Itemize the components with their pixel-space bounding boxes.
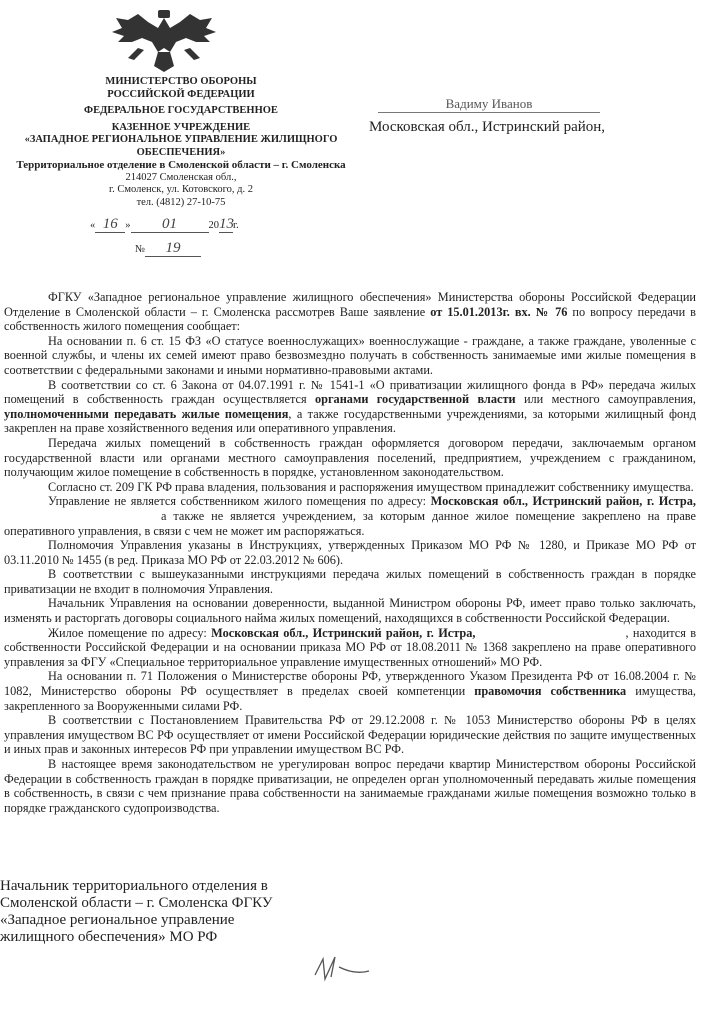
text: Передача жилых помещений в собственность граждан оформляется договором передачи, заключаемым органом государственной власти или органами местного самоуправления поселений, предприятием, учреждением с гражданином, получающим жилое помещение в собственность в порядке, установленном законодательством. — [4, 435, 696, 480]
date-year-prefix: 20 — [208, 220, 219, 231]
letter-date: « 16 » 01 2013г. — [90, 216, 239, 232]
signatory-title: Начальник территориального отделения в — [0, 878, 268, 894]
letterhead — [0, 76, 362, 209]
text: имущества, закрепленного за Вооруженными силами РФ. — [4, 684, 697, 713]
text: ФГКУ «Западное региональное управление жилищного обеспечения» Министерства обороны Российской Федерации Отделение в Смоленской области – г. Смоленска рассмотрев Ваше заявление — [4, 290, 696, 319]
text: В соответствии со ст. 6 Закона от 04.07.1991 г. № 1541-1 «О приватизации жилищного фонда в РФ» передача жилых помещений в собственность граждан осуществляется — [4, 377, 696, 407]
ministry-name: МИНИСТЕРСТВО ОБОРОНЫ — [105, 76, 257, 87]
text: , находится в собственности Российской Федерации и на основании приказа МО РФ от 18.08.2011 № 1368 закреплено на праве оперативного управления за ФГУ «Специальное территориальное управление имущественных отношений» МО РФ. — [4, 625, 696, 669]
phone: тел. (4812) 27-10-75 — [136, 196, 226, 208]
bold-text: от 15.01.2013г. вх. № 76 — [430, 304, 568, 319]
bold-text: органами государственной власти — [314, 392, 516, 407]
letter-number — [135, 240, 201, 258]
paragraph — [4, 436, 696, 480]
paragraph — [4, 480, 696, 495]
bold-text: правомочия собственника — [474, 684, 627, 699]
handwritten-signature — [305, 945, 375, 995]
territorial-office: Территориальное отделение в Смоленской области – г. Смоленска — [16, 159, 346, 171]
number-value: 19 — [145, 240, 201, 257]
double-headed-eagle-emblem — [108, 8, 220, 74]
bold-text: Московская обл., Истринский район, г. Истра, — [430, 494, 696, 509]
text: На основании п. 6 ст. 15 ФЗ «О статусе военнослужащих» военнослужащие - граждане, а также граждане, уволенные с военной службы, и члены их семей имеют право безвозмездно получать в собственность занимаемые ими жилые помещения в соответствии с федеральными законами и иными нормативно-правовыми актами. — [4, 333, 696, 377]
text: Управление не является собственником жилого помещения по адресу: — [48, 494, 431, 509]
paragraph — [4, 334, 696, 378]
paragraph — [4, 567, 696, 596]
paragraph — [4, 757, 696, 815]
text: В соответствии с вышеуказанными инструкциями передача жилых помещений в собственность граждан в порядке приватизации не входит в полномочия Управления. — [4, 567, 696, 596]
text: Согласно ст. 209 ГК РФ права владения, пользования и распоряжения имуществом принадлежит собственнику имущества. — [48, 479, 694, 494]
text: по вопросу передачи в собственность жилого помещения сообщает: — [4, 304, 696, 334]
text: В настоящее время законодательством не урегулирован вопрос передачи квартир Министерством обороны Российской Федерации в собственность граждан в порядке приватизации, не определен орган уполномоченный передавать жилые помещения в собственность, в связи с чем признание права собственности на занимаемые гражданами жилые помещения возможно только в порядке гражданского судопроизводства. — [4, 757, 696, 815]
bold-text: уполномоченными передавать жилые помещения — [4, 406, 289, 421]
org-name-2: ОБЕСПЕЧЕНИЯ» — [136, 146, 226, 158]
text: В соответствии с Постановлением Правительства РФ от 29.12.2008 г. № 1053 Министерство обороны РФ в целях управления имуществом ВС РФ осуществляет от имени Российской Федерации юридические действия по защите имущественных и иных прав и законных интересов РФ при управлении имуществом ВС РФ. — [4, 713, 696, 757]
federal-label: ФЕДЕРАЛЬНОЕ ГОСУДАРСТВЕННОЕ — [84, 105, 278, 116]
paragraph — [4, 378, 696, 436]
signature-block — [0, 878, 272, 946]
text: Полномочия Управления указаны в Инструкциях, утвержденных Приказом МО РФ № 1280, и Приказе МО РФ от 03.11.2010 № 1455 (в ред. Приказа МО РФ от 22.03.2012 № 606). — [4, 538, 696, 567]
text: , а также государственными учреждениями, за которыми жилищный фонд закреплен на праве хозяйственного ведения или оперативного управления. — [4, 406, 696, 436]
bold-text: Московская обл., Истринский район, г. Истра, — [211, 625, 476, 640]
signatory-title-2: Смоленской области – г. Смоленска ФГКУ — [0, 895, 273, 911]
address-line-1: 214027 Смоленская обл., — [125, 171, 237, 183]
recipient-name: Вадиму Иванов — [378, 96, 600, 113]
date-year-suffix: 13 — [219, 216, 234, 232]
paragraph — [4, 713, 696, 757]
paragraph — [4, 626, 696, 670]
text: На основании п. 71 Положения о Министерстве обороны РФ, утвержденного Указом Президента РФ от 16.08.2004 г. № 1082, Министерство обороны РФ осуществляет в пределах своей компетенции — [4, 669, 696, 699]
signatory-title-3: «Западное региональное управление — [0, 912, 235, 928]
date-month: 01 — [131, 216, 209, 233]
date-day: 16 — [95, 216, 125, 233]
signatory-title-4: жилищного обеспечения» МО РФ — [0, 929, 218, 945]
ministry-name-2: РОССИЙСКОЙ ФЕДЕРАЦИИ — [107, 88, 255, 100]
recipient-address: Московская обл., Истринский район, — [369, 119, 606, 135]
paragraph — [4, 669, 696, 713]
number-label: № — [135, 244, 146, 255]
text: Жилое помещение по адресу: — [48, 625, 212, 640]
text: или местного самоуправления, — [515, 392, 696, 407]
text: а также не является учреждением, за которым данное жилое помещение закреплено на праве оперативного управления, в связи с чем не может им распоряжаться. — [4, 508, 696, 538]
text: Начальник Управления на основании доверенности, выданной Министром обороны РФ, имеет право только заключать, изменять и расторгать договоры социального найма жилых помещений, находящихся в собственности Российской Федерации. — [4, 596, 696, 626]
paragraph — [4, 538, 696, 567]
letter-body — [4, 290, 696, 815]
institution-label: КАЗЕННОЕ УЧРЕЖДЕНИЕ — [111, 121, 251, 133]
paragraph — [4, 596, 696, 625]
org-name: «ЗАПАДНОЕ РЕГИОНАЛЬНОЕ УПРАВЛЕНИЕ ЖИЛИЩНОГО — [24, 134, 338, 145]
paragraph — [4, 494, 696, 538]
address-line-2: г. Смоленск, ул. Котовского, д. 2 — [109, 184, 253, 195]
paragraph — [4, 290, 696, 334]
